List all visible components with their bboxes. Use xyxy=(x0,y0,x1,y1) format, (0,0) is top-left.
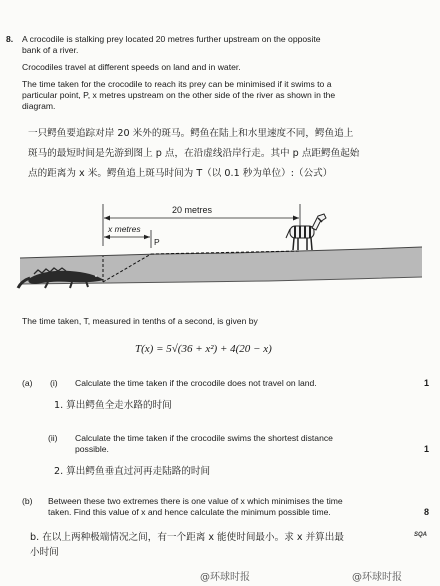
stem-zh-line: 点的距离为 x 米。鳄鱼追上斑马时间为 T（以 0.1 秒为单位）:（公式） xyxy=(28,168,333,179)
part-a-ii-label: (ii) xyxy=(48,433,58,443)
time-formula: T(x) = 5√(36 + x²) + 4(20 − x) xyxy=(135,343,272,355)
part-b-line: Between these two extremes there is one value of x which minimises the time xyxy=(48,496,343,506)
stem-line: particular point, P, x metres upstream on the other side of the river as shown in the xyxy=(22,90,336,100)
part-b-text xyxy=(48,496,418,518)
part-a-ii-line: Calculate the time taken if the crocodile swims the shortest distance xyxy=(75,433,333,443)
part-a-label: (a) xyxy=(22,378,33,388)
part-b-zh-line: b. 在以上两种极端情况之间，有一个距离 x 能使时间最小。求 x 并算出最 xyxy=(30,532,344,543)
river-diagram xyxy=(0,196,440,306)
watermark-left: @环球时报 xyxy=(200,572,250,583)
zebra-icon xyxy=(286,214,326,250)
question-number: 8. xyxy=(6,34,14,44)
stem-zh-line: 一只鳄鱼要追踪对岸 20 米外的斑马。鳄鱼在陆上和水里速度不同，鳄鱼追上 xyxy=(28,128,354,139)
part-b-marks: 8 xyxy=(424,507,430,517)
label-twenty-metres: 20 metres xyxy=(172,205,213,215)
arrow-head-left xyxy=(104,235,110,239)
part-b-line: taken. Find this value of x and hence calculate the minimum possible time. xyxy=(48,507,331,517)
arrow-head-right xyxy=(144,235,150,239)
stem-zh-line: 斑马的最短时间是先游到图上 p 点，在沿虚线沿岸行走。其中 p 点距鳄鱼起始 xyxy=(28,148,360,159)
arrow-head-left xyxy=(104,216,110,221)
stem-line: diagram. xyxy=(22,101,56,111)
label-p: P xyxy=(154,237,160,247)
part-a-ii-zh: 2. 算出鳄鱼垂直过河再走陆路的时间 xyxy=(54,466,211,477)
sqa-code: SQA xyxy=(414,532,428,538)
label-x-metres: x metres xyxy=(108,224,141,234)
part-a-i-text: Calculate the time taken if the crocodile does not travel on land. xyxy=(75,378,317,388)
stem-line: The time taken for the crocodile to reach its prey can be minimised if it swims to a xyxy=(22,79,332,89)
watermark-right: @环球时报 xyxy=(352,572,402,583)
part-b-zh-line: 小时间 xyxy=(30,547,59,558)
question-stem-zh xyxy=(28,126,428,181)
part-a-i-zh: 1. 算出鳄鱼全走水路的时间 xyxy=(54,400,172,411)
part-b-label: (b) xyxy=(22,496,33,506)
part-a-i-label: (i) xyxy=(50,378,58,388)
arrow-head-right xyxy=(293,216,299,221)
time-taken-text: The time taken, T, measured in tenths of a second, is given by xyxy=(22,316,258,326)
stem-line: Crocodiles travel at different speeds on land and in water. xyxy=(22,62,241,72)
part-a-i-marks: 1 xyxy=(424,378,430,388)
part-a-ii-text xyxy=(75,433,420,455)
part-a-ii-marks: 1 xyxy=(424,444,430,454)
part-b-zh xyxy=(30,530,400,560)
stem-line: bank of a river. xyxy=(22,45,79,55)
question-stem-en xyxy=(22,34,422,112)
part-a-ii-line: possible. xyxy=(75,444,109,454)
stem-line: A crocodile is stalking prey located 20 metres further upstream on the opposite xyxy=(22,34,321,44)
